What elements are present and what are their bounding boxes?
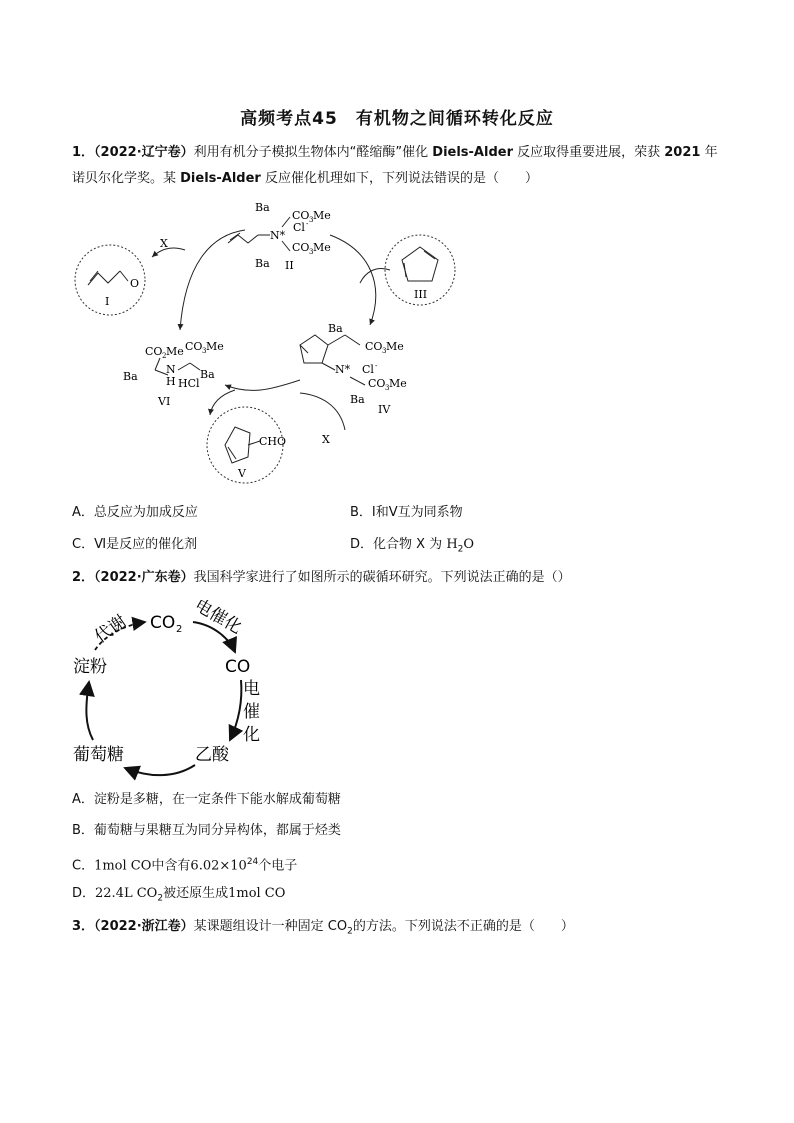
question-source: （2022·广东卷） (94, 570, 194, 585)
option-a[interactable]: A．淀粉是多糖，在一定条件下能水解成葡萄糖 (72, 792, 341, 807)
label-electrocatalysis-char: 化 (243, 725, 260, 745)
cycle-arrow (225, 380, 300, 390)
group-ba: Ba (255, 257, 270, 270)
group-ba: Ba (123, 370, 138, 383)
node-starch: 淀粉 (73, 657, 107, 677)
svg-text:3: 3 (309, 216, 314, 224)
label-metabolism: 代谢 (91, 611, 131, 648)
svg-text:Me: Me (313, 209, 331, 222)
label-x: X (160, 237, 168, 250)
svg-text:3: 3 (202, 347, 207, 355)
option-label: D． (72, 886, 96, 901)
atom-cl: Cl (293, 221, 305, 234)
term-diels-alder: Diels-Alder (432, 145, 513, 160)
compound-v-structure (225, 427, 250, 463)
group-ba: Ba (255, 201, 270, 214)
question-number: 2． (72, 570, 95, 585)
question-2 (72, 565, 722, 591)
option-c[interactable]: C．Ⅵ是反应的催化剂 (72, 537, 198, 552)
label-iv: IV (378, 403, 391, 416)
option-text: D．化合物 X 为 (350, 537, 447, 552)
term-diels-alder: Diels-Alder (180, 171, 261, 186)
page-title: 高频考点45 有机物之间循环转化反应 (240, 109, 554, 129)
formula: 22.4L CO (95, 886, 158, 901)
formula-sub: 2 (347, 926, 353, 937)
group-ba: Ba (328, 322, 343, 335)
label-ii: II (285, 259, 294, 272)
atom-h: H (166, 375, 176, 388)
option-d[interactable] (350, 535, 474, 560)
svg-text:-: - (306, 220, 309, 228)
option-b[interactable]: B．葡萄糖与果糖互为同分异构体，都属于烃类 (72, 823, 341, 838)
option-label: C． (72, 858, 95, 874)
svg-text:2: 2 (162, 352, 167, 360)
exponent: 24 (246, 857, 259, 867)
node-co2: CO (150, 613, 176, 633)
svg-text:3: 3 (309, 248, 314, 256)
arrow-v-out (210, 390, 235, 415)
compound-vi (123, 340, 224, 408)
question-text: 年 (700, 145, 718, 160)
group-co2me: CO (145, 345, 163, 358)
arrow-co-acetic (230, 680, 241, 740)
question-text: 的方法。下列说法不正确的是（ ） (352, 919, 574, 934)
atom-n: N (166, 363, 176, 376)
formula: 1mol CO (228, 886, 286, 901)
number: 6.02×10 (190, 858, 247, 874)
svg-text:Me: Me (313, 241, 331, 254)
question-3 (72, 914, 722, 945)
cycle-arrow (330, 235, 376, 325)
node-co: CO (225, 657, 251, 677)
group-co2me: CO (365, 340, 383, 353)
group-co2me: CO (292, 241, 310, 254)
question-1-line-2 (72, 166, 722, 192)
arrow-acetic-glucose (125, 765, 195, 775)
arrow-x-in (300, 393, 345, 430)
svg-text:3: 3 (385, 384, 390, 392)
group-cho: CHO (259, 435, 287, 448)
group-ba: Ba (200, 368, 215, 381)
group-co2me: CO (185, 340, 203, 353)
option-text: 中含有 (151, 858, 191, 874)
atom-cl: Cl (362, 363, 374, 376)
group-co2me: CO (292, 209, 310, 222)
question-number: 1． (72, 145, 95, 160)
svg-text:2: 2 (176, 624, 183, 635)
svg-text:Me: Me (206, 340, 224, 353)
label-v: V (238, 467, 246, 480)
arrow-glucose-starch (86, 682, 93, 740)
node-acetic-acid: 乙酸 (195, 745, 229, 765)
label-electrocatalysis: 电催化 (190, 600, 246, 639)
svg-text:3: 3 (382, 347, 387, 355)
option-text: 个电子 (258, 858, 298, 874)
svg-text:Me: Me (386, 340, 404, 353)
group-ba: Ba (350, 393, 365, 406)
node-glucose: 葡萄糖 (73, 745, 124, 765)
question-number: 3． (72, 919, 95, 934)
formula-o: O (463, 537, 475, 552)
label-electrocatalysis-char: 电 (243, 679, 260, 699)
question-text: 我国科学家进行了如图所示的碳循环研究。下列说法正确的是（） (193, 570, 571, 585)
cycle-arrow (180, 230, 245, 330)
formula-sub-2: 2 (457, 544, 464, 555)
svg-text:-: - (375, 362, 378, 370)
carbon-cycle-diagram (65, 600, 285, 794)
label-x: X (322, 433, 330, 446)
formula: H (446, 537, 458, 552)
mechanism-diagram (60, 195, 480, 504)
question-text: 利用有机分子模拟生物体内“醛缩酶”催化 (193, 145, 433, 160)
atom-o: O (130, 277, 140, 290)
year: 2021 (664, 145, 701, 160)
question-text: 反应取得重要进展，荣获 (513, 145, 665, 160)
option-b[interactable]: B．Ⅰ和Ⅴ互为同系物 (350, 505, 463, 520)
compound-iii-structure (402, 247, 438, 281)
question-1 (72, 140, 722, 192)
formula-sub: 2 (157, 893, 164, 904)
compound-iv (300, 322, 407, 416)
svg-text:Me: Me (166, 345, 184, 358)
arrow-x-out (152, 248, 185, 257)
compound-ii (228, 201, 331, 272)
svg-text:Me: Me (389, 377, 407, 390)
option-c[interactable] (72, 852, 297, 876)
option-text: 被还原生成 (163, 886, 229, 901)
question-text: 某课题组设计一种固定 CO (193, 919, 348, 934)
question-source: （2022·浙江卷） (94, 919, 194, 934)
formula: 1mol CO (94, 858, 152, 874)
option-a[interactable]: A．总反应为加成反应 (72, 505, 198, 520)
label-electrocatalysis-char: 催 (243, 702, 260, 722)
atom-nstar: N* (270, 229, 286, 242)
question-text: 反应催化机理如下，下列说法错误的是（ ） (260, 171, 538, 186)
option-d[interactable] (72, 884, 285, 909)
label-i: I (105, 295, 110, 308)
group-hcl: HCl (178, 377, 200, 390)
label-vi: VI (158, 395, 171, 408)
atom-nstar: N* (335, 363, 351, 376)
question-source: （2022·辽宁卷） (94, 145, 194, 160)
label-iii: III (414, 288, 428, 301)
group-co2me: CO (368, 377, 386, 390)
question-text: 诺贝尔化学奖。某 (72, 171, 181, 186)
question-1-line-1 (72, 140, 722, 166)
